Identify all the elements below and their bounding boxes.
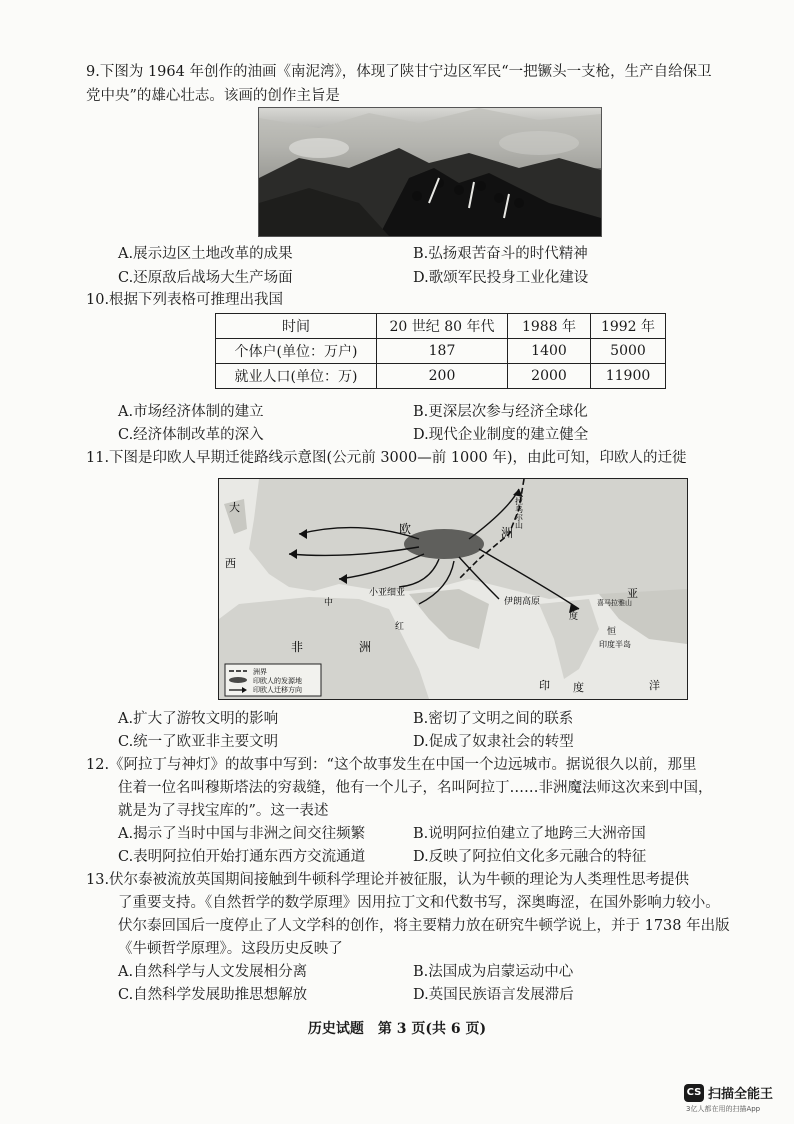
map-label-ural: 拉乌尔山 bbox=[514, 497, 524, 529]
legend-border-label: 洲界 bbox=[253, 668, 267, 676]
map-label-zhou: 洲 bbox=[501, 526, 514, 540]
table-header-row bbox=[216, 314, 666, 339]
table-row bbox=[216, 339, 666, 364]
q12-option-a: A.揭示了当时中国与非洲之间交往频繁 bbox=[118, 826, 366, 842]
map-label-ocean-du: 度 bbox=[573, 681, 584, 694]
q12-option-c: C.表明阿拉伯开始打通东西方交流通道 bbox=[118, 849, 366, 865]
camscanner-name: 扫描全能王 bbox=[708, 1087, 774, 1102]
q9-option-b: B.弘扬艰苦奋斗的时代精神 bbox=[413, 246, 588, 262]
q11-option-a: A.扩大了游牧文明的影响 bbox=[118, 711, 279, 727]
q10-option-d: D.现代企业制度的建立健全 bbox=[413, 427, 589, 443]
table-header-cell: 1988 年 bbox=[508, 314, 591, 339]
q9-option-a: A.展示边区土地改革的成果 bbox=[118, 246, 293, 262]
camscanner-logo-icon: CS bbox=[684, 1084, 704, 1102]
map-label-africa-a: 非 bbox=[291, 640, 304, 654]
table-row bbox=[216, 364, 666, 389]
q10-stem: 10.根据下列表格可推理出我国 bbox=[86, 292, 284, 308]
table-cell: 1400 bbox=[508, 339, 591, 364]
map-label-ocean-yin: 印 bbox=[539, 679, 550, 692]
q12-stem-line-1: 12.《阿拉丁与神灯》的故事中写到：“这个故事发生在中国一个边远城市。据说很久以前，那里 bbox=[86, 757, 697, 773]
map-label-europe: 欧 bbox=[399, 522, 412, 536]
map-label-africa-b: 洲 bbox=[359, 640, 372, 654]
table-cell: 2000 bbox=[508, 364, 591, 389]
table-cell: 200 bbox=[377, 364, 508, 389]
nanniwan-painting bbox=[258, 107, 602, 237]
map-label-ya: 亚 bbox=[627, 587, 638, 600]
map-label-red-sea: 红 bbox=[395, 622, 405, 632]
q11-option-d: D.促成了奴隶社会的转型 bbox=[413, 734, 574, 750]
camscanner-tagline: 3亿人都在用的扫描App bbox=[686, 1105, 761, 1113]
legend-route-label: 印欧人迁移方向 bbox=[253, 686, 302, 694]
q13-option-a: A.自然科学与人文发展相分离 bbox=[118, 964, 308, 980]
table-cell: 就业人口(单位：万) bbox=[216, 364, 377, 389]
map-drawing bbox=[219, 479, 687, 699]
q13-option-b: B.法国成为启蒙运动中心 bbox=[413, 964, 574, 980]
map-label-ocean: 大 bbox=[229, 501, 240, 514]
q11-option-c: C.统一了欧亚非主要文明 bbox=[118, 734, 279, 750]
map-label-asia-minor: 小亚细亚 bbox=[369, 588, 406, 598]
indo-european-migration-map bbox=[218, 478, 688, 700]
map-label-himalaya: 喜马拉雅山 bbox=[597, 599, 632, 607]
q10-option-c: C.经济体制改革的深入 bbox=[118, 427, 264, 443]
q12-option-d: D.反映了阿拉伯文化多元融合的特征 bbox=[413, 849, 647, 865]
map-label-iran: 伊朗高原 bbox=[504, 597, 541, 607]
q13-stem-line-2: 了重要支持。《自然哲学的数学原理》因用拉丁文和代数书写，深奥晦涩，在国外影响力较小。 bbox=[118, 895, 720, 911]
map-label-west: 西 bbox=[225, 557, 236, 570]
q12-option-b: B.说明阿拉伯建立了地跨三大洲帝国 bbox=[413, 826, 646, 842]
page-footer: 历史试题 第 3 页(共 6 页) bbox=[307, 1021, 487, 1037]
q13-stem-line-1: 13.伏尔泰被流放英国期间接触到牛顿科学理论并被征服，认为牛顿的理论为人类理性思考提供 bbox=[86, 872, 690, 888]
table-header-cell: 1992 年 bbox=[591, 314, 666, 339]
q9-option-d: D.歌颂军民投身工业化建设 bbox=[413, 270, 589, 286]
q13-option-c: C.自然科学发展助推思想解放 bbox=[118, 987, 308, 1003]
table-cell: 187 bbox=[377, 339, 508, 364]
painting-image bbox=[259, 108, 601, 236]
q11-option-b: B.密切了文明之间的联系 bbox=[413, 711, 574, 727]
q10-data-table bbox=[215, 313, 666, 389]
q11-stem: 11.下图是印欧人早期迁徙路线示意图(公元前 3000—前 1000 年)，由此可知，印欧人的迁徙 bbox=[86, 450, 687, 466]
q9-stem-line-2: 党中央”的雄心壮志。该画的创作主旨是 bbox=[86, 88, 340, 104]
map-label-du: 度 bbox=[569, 612, 579, 622]
table-header-cell: 20 世纪 80 年代 bbox=[377, 314, 508, 339]
q13-option-d: D.英国民族语言发展滞后 bbox=[413, 987, 574, 1003]
map-label-heng: 恒 bbox=[607, 627, 617, 637]
q13-stem-line-4: 《牛顿哲学原理》。这段历史反映了 bbox=[118, 941, 343, 957]
table-header-cell: 时间 bbox=[216, 314, 377, 339]
map-label-zhong: 中 bbox=[324, 598, 334, 608]
q9-option-c: C.还原敌后战场大生产场面 bbox=[118, 270, 293, 286]
q9-stem-line-1: 9.下图为 1964 年创作的油画《南泥湾》，体现了陕甘宁边区军民“一把镢头一支枪，生产自给保卫 bbox=[86, 64, 712, 80]
q12-stem-line-3: 就是为了寻找宝库的”。这一表述 bbox=[118, 803, 329, 819]
q10-option-a: A.市场经济体制的建立 bbox=[118, 404, 264, 420]
q12-stem-line-2: 住着一位名叫穆斯塔法的穷裁缝，他有一个儿子，名叫阿拉丁……非洲魔法师这次来到中国， bbox=[118, 780, 713, 796]
table-cell: 5000 bbox=[591, 339, 666, 364]
map-label-india: 印度半岛 bbox=[599, 640, 631, 649]
table-cell: 11900 bbox=[591, 364, 666, 389]
map-label-ocean-yang: 洋 bbox=[649, 679, 660, 692]
table-cell: 个体户(单位：万户) bbox=[216, 339, 377, 364]
legend-origin-label: 印欧人的发源地 bbox=[253, 677, 302, 685]
q13-stem-line-3: 伏尔泰回国后一度停止了人文学科的创作，将主要精力放在研究牛顿学说上，并于 1738 年出版 bbox=[118, 918, 730, 934]
q10-option-b: B.更深层次参与经济全球化 bbox=[413, 404, 588, 420]
